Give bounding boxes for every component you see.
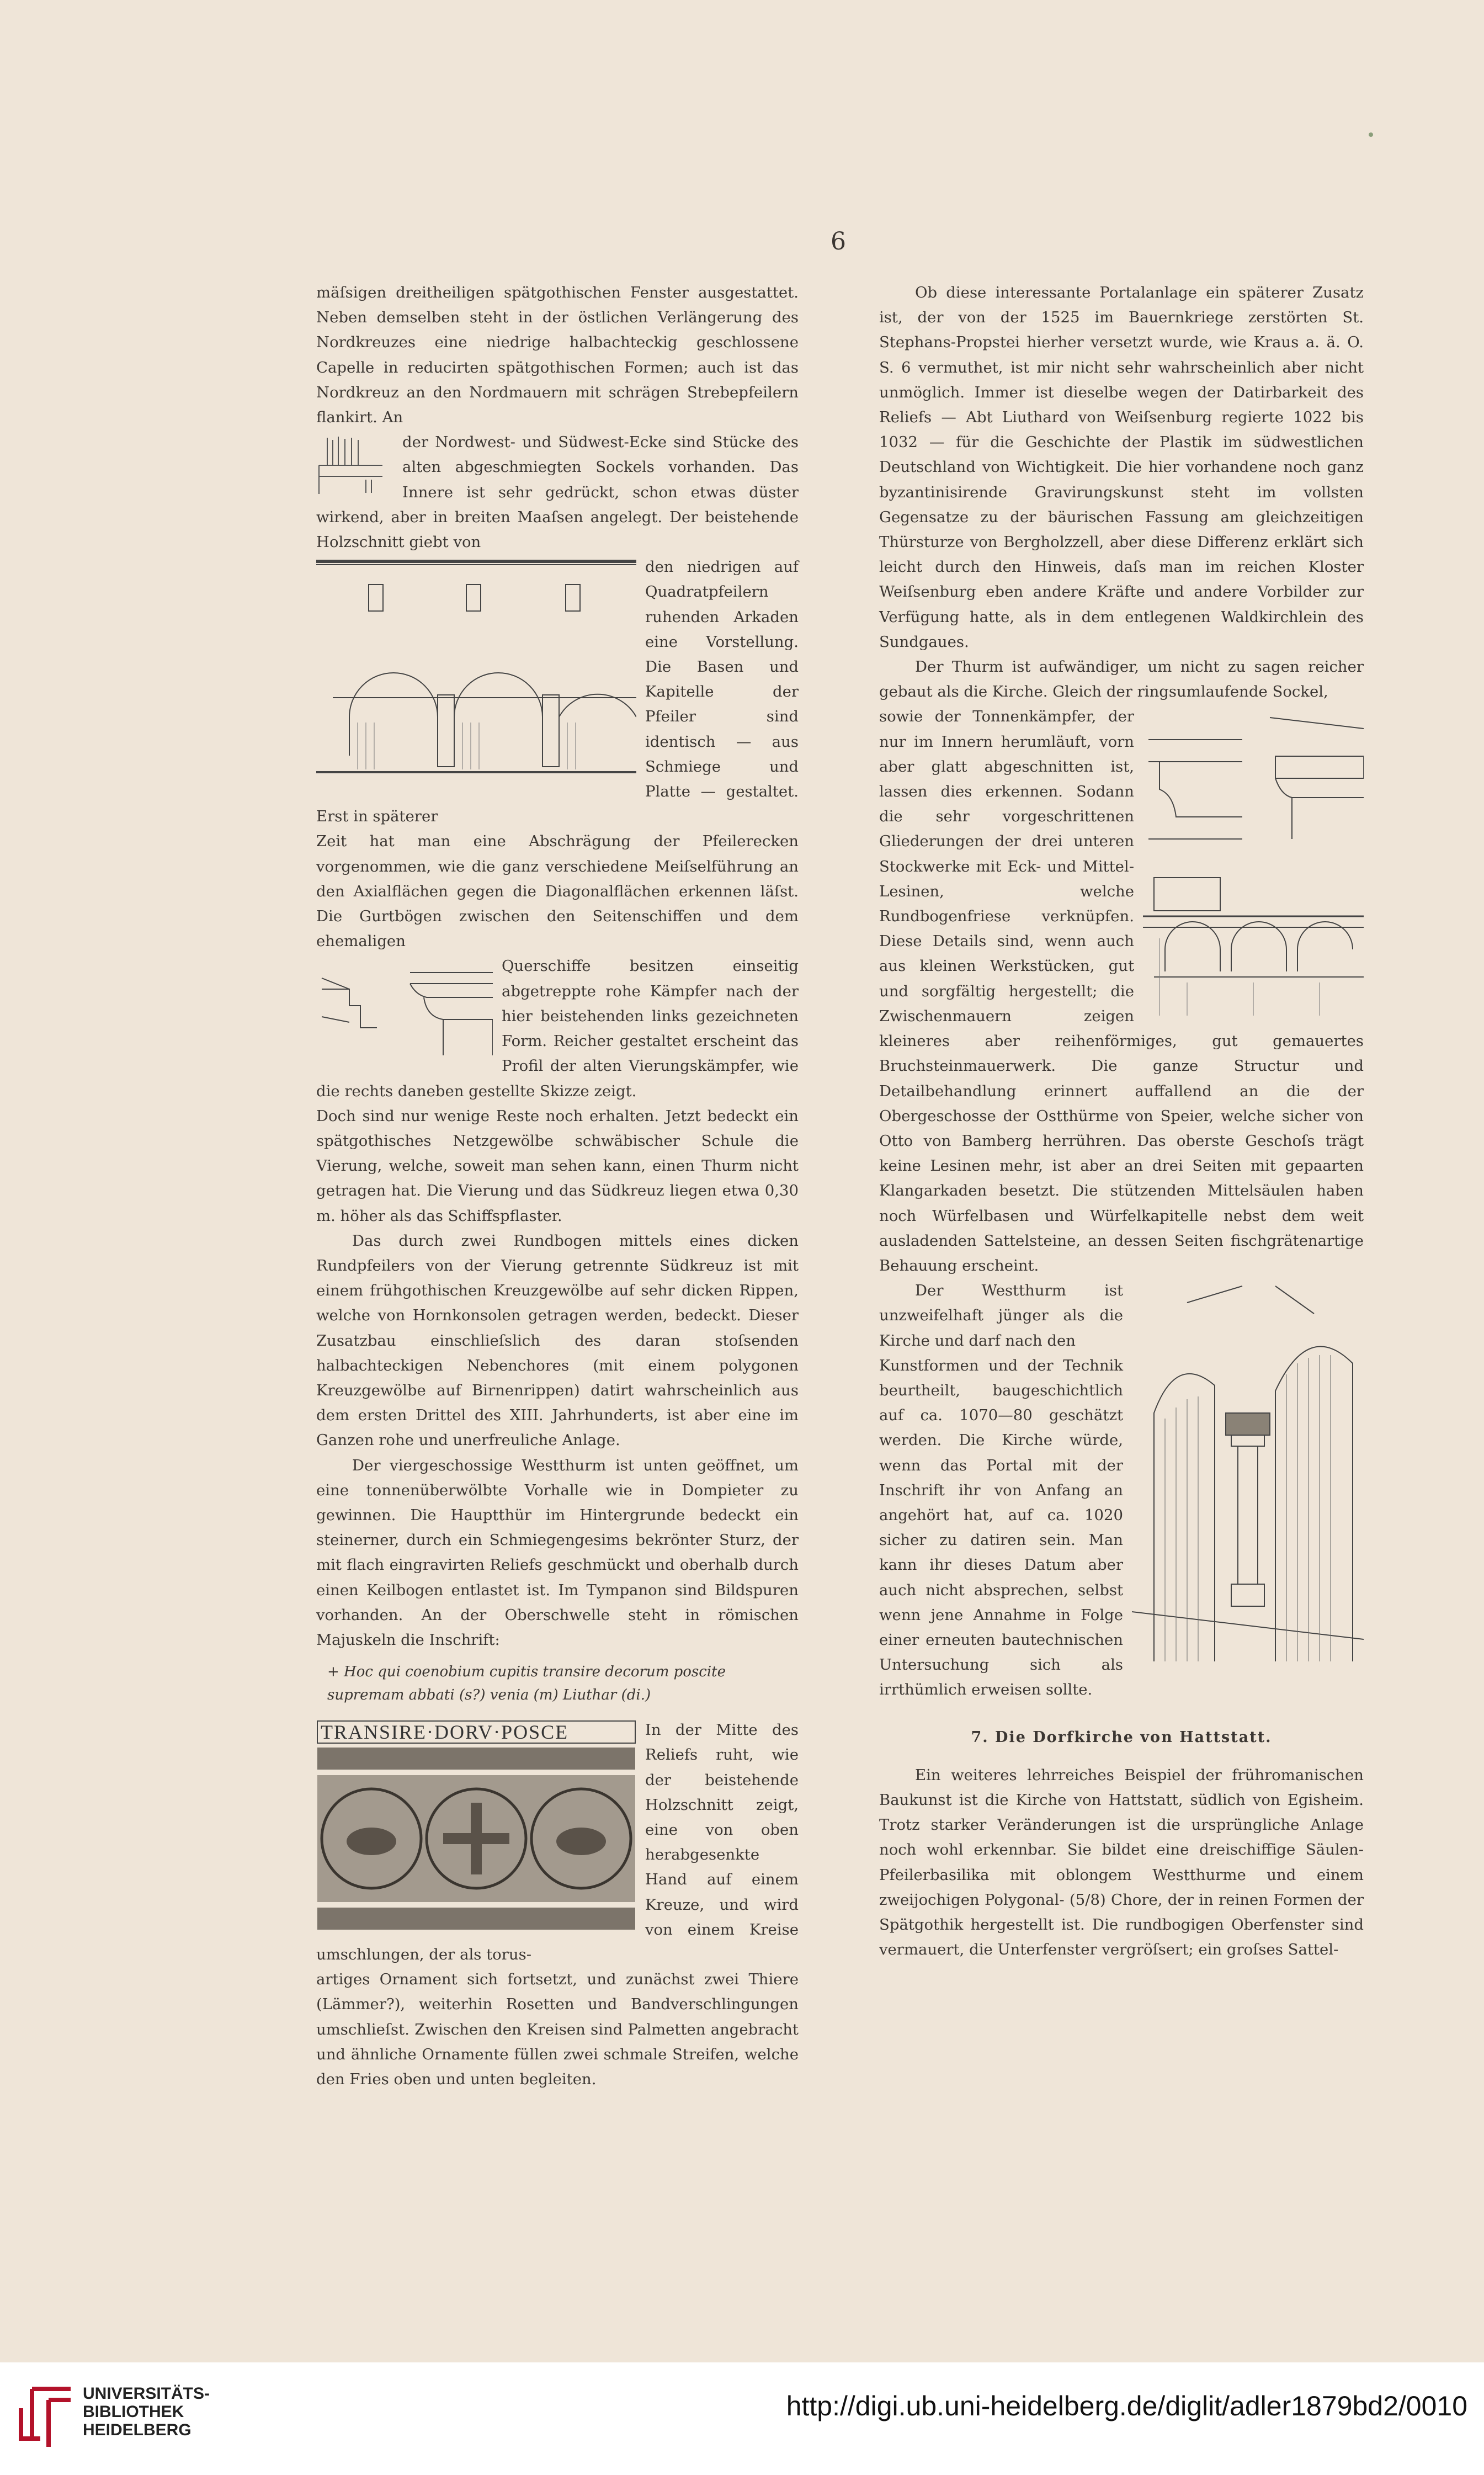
paragraph: Der viergeschossige Westthurm ist unten geöffnet, um eine tonnenüberwölbte Vorhalle wie in Dompieter zu gewinnen. Die Hauptthür im Hintergrunde bedeckt ein steinerner, durch ein Schmiegengesims bekrönter Sturz, der mit flach eingravirten Reliefs geschmückt und oberhalb durch einen Keilbogen entlastet ist. Im Tympanon sind Bildspuren vorhanden. An der Oberschwelle steht in römischen Majuskeln die Inschrift: xyxy=(316,1456,799,1649)
paragraph: Zeit hat man eine Abschrägung der Pfeilerecken vorgenommen, wie die ganz verschiedene Meiſselführung an den Axialflächen gegen die Diagonalflächen erkennen läſst. Die Gurtbögen zwischen den Seitenschiffen und dem ehemaligen xyxy=(316,832,799,950)
left-column xyxy=(316,280,799,2092)
paragraph: In der Mitte des Reliefs ruht, wie der beistehende Holzschnitt zeigt, eine von oben herabgesenkte Hand auf einem Kreuze, und wird von einem Kreise umschlungen, der als torus- xyxy=(316,1721,799,1963)
paragraph: den niedrigen auf Quadratpfeilern ruhenden Arkaden eine Vorstellung. Die Basen und Kapitelle der Pfeiler sind identisch — aus Schmiege und Platte — gestaltet. Erst in späterer xyxy=(316,558,799,826)
belfry-woodcut-figure xyxy=(1132,1281,1364,1661)
arcade-woodcut-figure xyxy=(316,557,636,789)
paragraph: artiges Ornament sich fortsetzt, und zunächst zwei Thiere (Lämmer?), weiterhin Rosetten und Bandverschlingungen umschlieſst. Zwischen den Kreisen sind Palmetten angebracht und ähnliche Ornamente füllen zwei schmale Streifen, welche den Fries oben und unten begleiten. xyxy=(316,1971,799,2089)
relief-woodcut-figure xyxy=(316,1720,636,1935)
library-name-line: HEIDELBERG xyxy=(83,2421,192,2439)
source-url-link[interactable]: http://digi.ub.uni-heidelberg.de/diglit/adler1879bd2/0010 xyxy=(786,2391,1467,2421)
kaempfer-profile-figure xyxy=(316,956,493,1061)
paragraph: Der Westthurm ist unzweifelhaft jünger als die Kirche und darf nach den xyxy=(879,1282,1123,1350)
page-number: 6 xyxy=(831,227,846,256)
section-heading: 7. Die Dorfkirche von Hattstatt. xyxy=(971,1728,1272,1746)
library-logo-icon xyxy=(15,2383,76,2450)
right-column xyxy=(879,280,1364,1962)
paragraph: sowie der Tonnenkämpfer, der nur im Innern herumläuft, vorn aber glatt abgeschnitten ist, lassen dies erkennen. Sodann die sehr vorgeschrittenen Gliederungen der drei unteren Stockwerke mit Eck- und Mittel-Lesinen, welche Rundbogenfriese verknüpfen. Diese Details sind, wenn auch aus kleinen Werkstücken, gut und sorgfältig hergestellt; die Zwischenmauern zeigen kleineres aber reihenförmiges, gut gemauertes Bruchsteinmauerwerk. Die ganze Structur und Detailbehandlung erinnert auffallend an die der Obergeschosse der Ostthürme von Speier, welche sicher von Otto von Bamberg herrühren. Das oberste Geschoſs trägt keine Lesinen mehr, ist aber an drei Seiten mit gepaarten Klangarkaden besetzt. Die stützenden Mittelsäulen haben noch Würfelbasen und Würfelkapitelle nebst dem weit ausladenden Sattelsteine, an dessen Seiten fischgrätenartige Behauung erscheint. xyxy=(879,708,1364,1274)
paragraph: Doch sind nur wenige Reste noch erhalten. Jetzt bedeckt ein spätgothisches Netzgewölbe schwäbischer Schule die Vierung, welche, soweit man sehen kann, einen Thurm nicht getragen hat. Die Vierung und das Südkreuz liegen etwa 0,30 m. höher als das Schiffspflaster. xyxy=(316,1107,799,1225)
paragraph: Ein weiteres lehrreiches Beispiel der frühromanischen Baukunst ist die Kirche von Hattstatt, südlich von Egisheim. Trotz starker Veränderungen ist die ursprüngliche Anlage noch wohl erkennbar. Sie bildet eine dreischiffige Säulen-Pfeilerbasilika mit oblongem Westthurme und einem zweijochigen Polygonal- (5/8) Chore, der in reinen Formen der Spätgothik hergestellt ist. Die rundbogigen Oberfenster sind vermauert, die Unterfenster vergröſsert; ein groſses Sattel- xyxy=(879,1766,1364,1959)
paragraph: mäſsigen dreitheiligen spätgothischen Fenster ausgestattet. Neben demselben steht in der östlichen Verlängerung des Nordkreuzes eine niedrige halbachteckig geschlossene Capelle in reducirten spätgothischen Formen; auch ist das Nordkreuz an den Nordmauern mit schrägen Strebepfeilern flankirt. An xyxy=(316,284,799,427)
library-name-line: BIBLIOTHEK xyxy=(83,2403,184,2421)
tower-details-figure xyxy=(1143,707,1364,1021)
paragraph: Querschiffe besitzen einseitig abgetreppte rohe Kämpfer nach der hier beistehenden links gezeichneten Form. Reicher gestaltet erscheint das Profil der alten Vierungskämpfer, wie die rechts daneben gestellte Skizze zeigt. xyxy=(316,957,799,1100)
paragraph: der Nordwest- und Südwest-Ecke sind Stücke des alten abgeschmiegten Sockels vorhanden. Das Innere ist sehr gedrückt, schon etwas düster wirkend, aber in breiten Maaſsen angelegt. Der beistehende Holzschnitt giebt von xyxy=(316,433,799,551)
inscription: + Hoc qui coenobium cupitis transire decorum poscite supremam abbati (s?) venia (m) Liuthar (di.) xyxy=(327,1664,726,1704)
paragraph: Ob diese interessante Portalanlage ein späterer Zusatz ist, der von der 1525 im Bauernkriege zerstörten St. Stephans-Propstei hierher versetzt wurde, wie Kraus a. ä. O. S. 6 vermuthet, ist mir nicht sehr wahrscheinlich aber nicht unmöglich. Immer ist dieselbe wegen der Datirbarkeit des Reliefs — Abt Liuthard von Weiſsenburg regierte 1022 bis 1032 — für die Geschichte der Plastik im südwestlichen Deutschland von Wichtigkeit. Die hier vorhandene noch ganz byzantinisirende Gravirungskunst steht im vollsten Gegensatze zu der bäurischen Fassung am gleichzeitigen Thürsturze von Bergholzzell, aber diese Differenz erklärt sich leicht durch den Hinweis, daſs man im reichen Kloster Weiſsenburg eben andere Kräfte und andere Vorbilder zur Verfügung hatte, als in dem entlegenen Waldkirchlein des Sundgaues. xyxy=(879,284,1364,651)
paragraph: Das durch zwei Rundbogen mittels eines dicken Rundpfeilers von der Vierung getrennte Südkreuz ist mit einem frühgothischen Kreuzgewölbe auf sehr dicken Rippen, welche von Hornkonsolen getragen werden, bedeckt. Dieser Zusatzbau einschlieſslich des daran stoſsenden halbachteckigen Nebenchores (mit einem polygonen Kreuzgewölbe auf Birnenrippen) datirt wahrscheinlich aus dem ersten Drittel des XIII. Jahrhunderts, ist aber eine im Ganzen rohe und unerfreuliche Anlage. xyxy=(316,1231,799,1449)
sockel-profile-figure xyxy=(316,432,393,498)
paragraph: Kunstformen und der Technik beurtheilt, baugeschichtlich auf ca. 1070—80 geschätzt werden. Die Kirche würde, wenn das Portal mit der Inschrift ihr von Anfang an angehört hat, auf ca. 1020 sicher zu datiren sein. Man kann ihr dieses Datum aber auch nicht absprechen, selbst wenn jene Annahme in Folge einer erneuten bautechnischen Untersuchung sich als irrthümlich erweisen sollte. xyxy=(879,1356,1123,1699)
library-name-line: UNIVERSITÄTS- xyxy=(83,2384,210,2403)
library-name xyxy=(83,2384,210,2439)
ink-spot xyxy=(1369,132,1373,137)
paragraph: Der Thurm ist aufwändiger, um nicht zu sagen reicher gebaut als die Kirche. Gleich der ringsumlaufende Sockel, xyxy=(879,658,1364,701)
relief-inscription: TRANSIRE·DORV·POSCE xyxy=(321,1721,569,1744)
